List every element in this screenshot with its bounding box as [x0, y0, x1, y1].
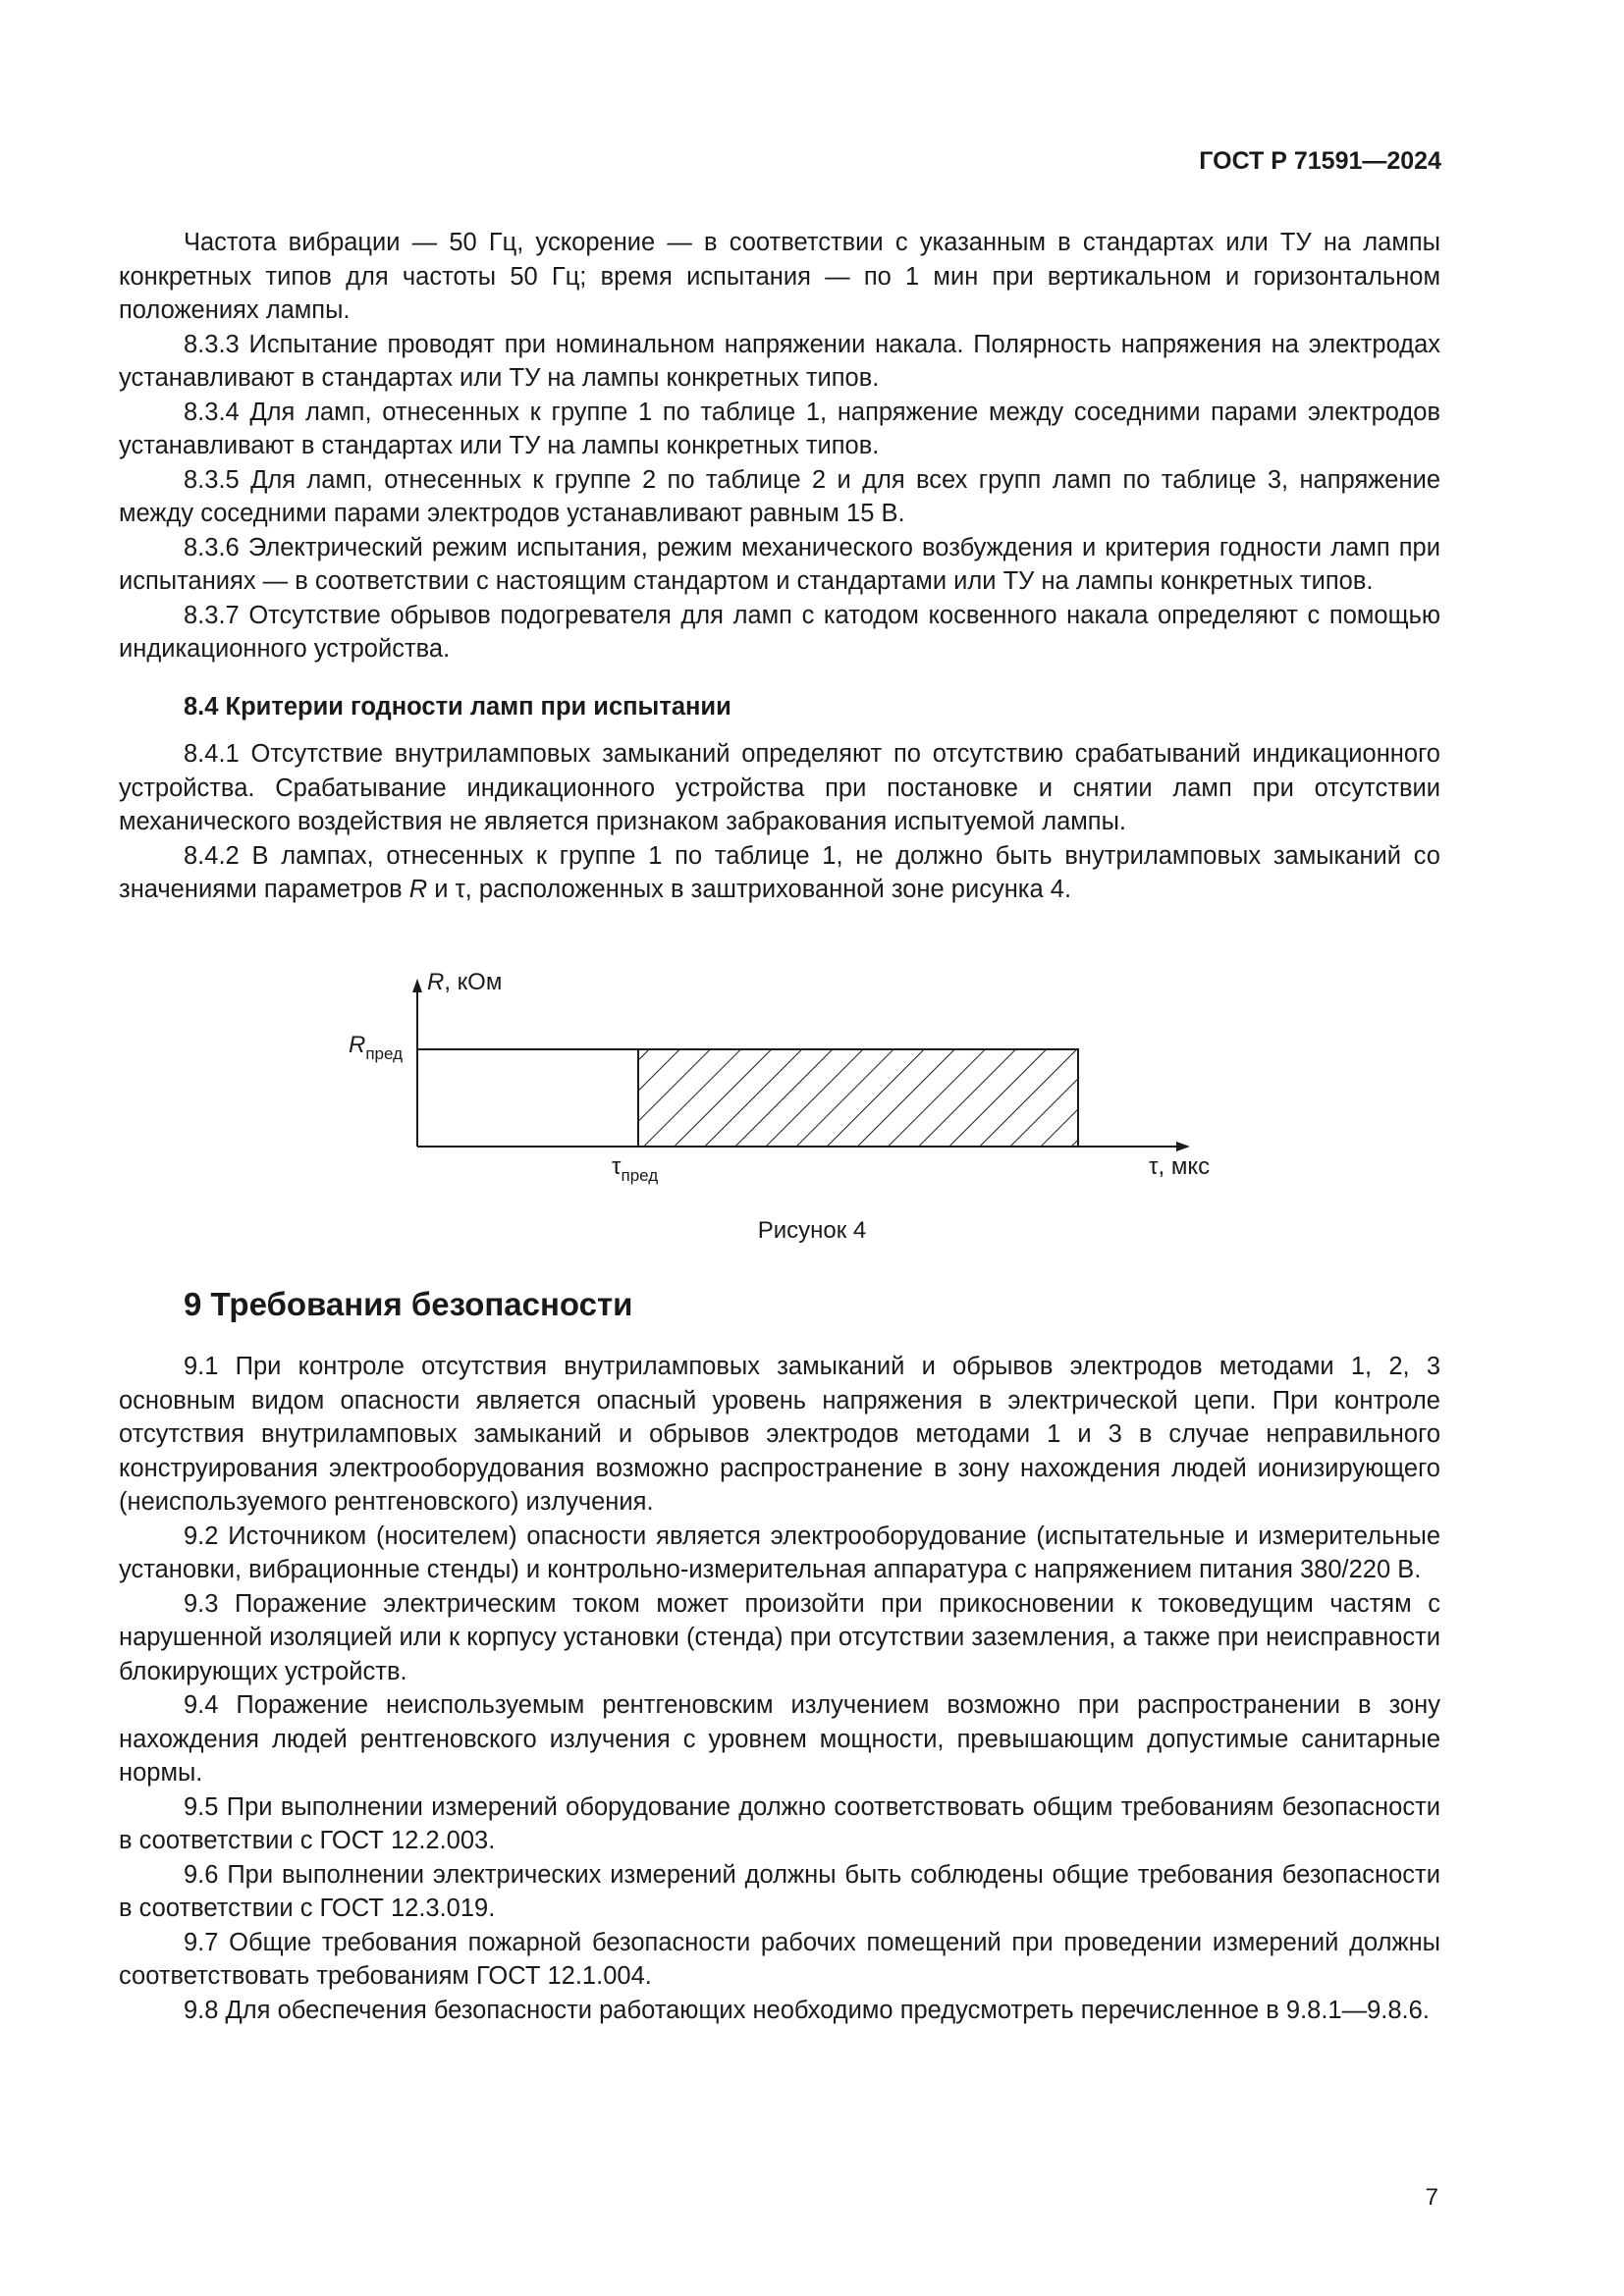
- paragraph-8-4-2-start: 8.4.2 В лампах, отнесенных к группе 1 по таблице 1, не должно быть внутриламповых замыканий со значениями параметров: [119, 841, 1440, 903]
- y-axis-arrow: [412, 979, 422, 992]
- paragraph-8-4-1: 8.4.1 Отсутствие внутриламповых замыканий определяют по отсутствию срабатываний индикационного устройства. Срабатывание индикационного устройства при постановке и снятии ламп при отсутствии механического воздействия не является признаком забракования испытуемой лампы.: [119, 740, 1440, 835]
- x-axis-arrow: [1176, 1142, 1190, 1151]
- paragraph-9-5: 9.5 При выполнении измерений оборудование должно соответствовать общим требованиям безопасности в соответствии с ГОСТ 12.2.003.: [119, 1792, 1440, 1854]
- subsection-heading-8-4: 8.4 Критерии годности ламп при испытании: [184, 692, 731, 721]
- paragraph-9-2: 9.2 Источником (носителем) опасности является электрооборудование (испытательные и измерительные установки, вибрационные стенды) и контрольно-измерительная аппаратура с напряжением питания 380/220 В.: [119, 1522, 1440, 1583]
- paragraph-8-3-7: 8.3.7 Отсутствие обрывов подогревателя для ламп с катодом косвенного накала определяют с помощью индикационного устройства.: [119, 601, 1440, 663]
- paragraph-9-6: 9.6 При выполнении электрических измерений должны быть соблюдены общие требования безопасности в соответствии с ГОСТ 12.3.019.: [119, 1860, 1440, 1922]
- paragraph: Частота вибрации — 50 Гц, ускорение — в соответствии с указанным в стандартах или ТУ на лампы конкретных типов для частоты 50 Гц; время испытания — по 1 мин при вертикальном и горизонтальном положениях лампы.: [119, 229, 1440, 324]
- figure-caption: Рисунок 4: [757, 1217, 867, 1244]
- paragraph-8-3-4: 8.3.4 Для ламп, отнесенных к группе 1 по таблице 1, напряжение между соседними парами электродов устанавливают в стандартах или ТУ на лампы конкретных типов.: [119, 398, 1440, 459]
- page-number: 7: [1425, 2184, 1438, 2211]
- paragraph-8-3-5: 8.3.5 Для ламп, отнесенных к группе 2 по таблице 2 и для всех групп ламп по таблице 3, напряжение между соседними парами электродов устанавливают равным 15 В.: [119, 465, 1440, 527]
- r-pred-label: $R_{пред}$: [349, 1032, 404, 1063]
- paragraph-9-4: 9.4 Поражение неиспользуемым рентгеновским излучением возможно при распространении в зону нахождения людей рентгеновского излучения с уровнем мощности, превышающим допустимые санитарные нормы.: [119, 1691, 1440, 1787]
- paragraph-8-3-3: 8.3.3 Испытание проводят при номинальном напряжении накала. Полярность напряжения на электродах устанавливают в стандартах или ТУ на лампы конкретных типов.: [119, 330, 1440, 392]
- paragraph-9-8: 9.8 Для обеспечения безопасности работающих необходимо предусмотреть перечисленное в 9.8.1—9.8.6.: [184, 1996, 1430, 2024]
- figure-4-diagram: [334, 967, 1237, 1183]
- section-heading-9: 9 Требования безопасности: [184, 1286, 633, 1322]
- parameter-r: R: [408, 876, 428, 903]
- y-axis-label: R, кОм: [427, 969, 503, 995]
- x-axis-label: τ, мкс: [1149, 1153, 1211, 1180]
- hatched-zone: [638, 1049, 1078, 1147]
- paragraph-9-3: 9.3 Поражение электрическим током может произойти при прикосновении к токоведущим частям с нарушенной изоляцией или к корпусу установки (стенда) при отсутствии заземления, а также при неисправности блокирующих устройств.: [119, 1589, 1440, 1685]
- document-code: ГОСТ Р 71591—2024: [1199, 147, 1441, 175]
- body-text-block-2: [119, 1350, 1440, 2027]
- paragraph-8-4-2: [119, 839, 1440, 907]
- tau-pred-label: $\tau_{пред}$: [612, 1153, 659, 1185]
- paragraph-9-1: 9.1 При контроле отсутствия внутриламповых замыканий и обрывов электродов методами 1, 2, 3 основным видом опасности является опасный уровень напряжения в электрической цепи. При контроле отсутствия внутриламповых замыканий и обрывов электродов методами 1 и 3 в случае неправильного конструирования электрооборудования возможно распространение в зону нахождения людей ионизирующего (неиспользуемого рентгеновского) излучения.: [119, 1353, 1440, 1516]
- paragraph-8-3-6: 8.3.6 Электрический режим испытания, режим механического возбуждения и критерия годности ламп при испытаниях — в соответствии с настоящим стандартом и стандартами или ТУ на лампы конкретных типов.: [119, 533, 1440, 595]
- figure-4: [334, 967, 1237, 1183]
- paragraph-8-4-2-end: и τ, расположенных в заштрихованной зоне рисунка 4.: [427, 876, 1072, 903]
- paragraph-9-7: 9.7 Общие требования пожарной безопасности рабочих помещений при проведении измерений должны соответствовать требованиям ГОСТ 12.1.004.: [119, 1928, 1440, 1990]
- body-text-block-1: [119, 226, 1440, 907]
